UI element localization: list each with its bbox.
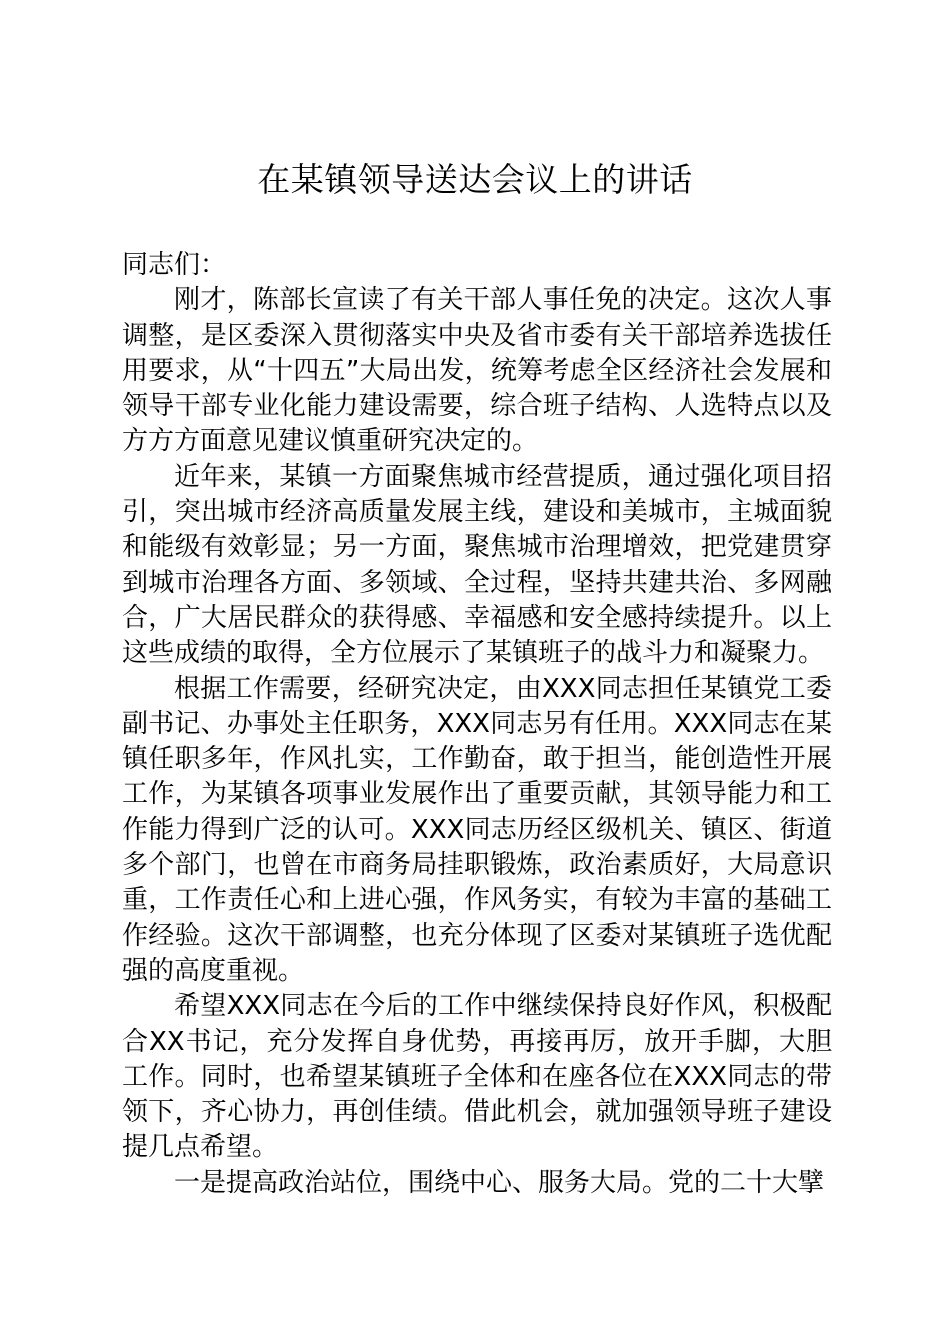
salutation: 同志们： bbox=[122, 250, 227, 280]
paragraph-2: 近年来，某镇一方面聚焦城市经营提质，通过强化项目招引，突出城市经济高质量发展主线，建设和美城市，主城面貌和能级有效彰显；另一方面，聚焦城市治理增效，把党建贯穿到城市治理各方面、多领域、全过程，坚持共建共治、多网融合，广大居民群众的获得感、幸福感和安全感持续提升。以上这些成绩的取得，全方位展示了某镇班子的战斗力和凝聚力。 bbox=[122, 461, 832, 669]
paragraph-5: 一是提高政治站位，围绕中心、服务大局。党的二十大擘 bbox=[174, 1167, 825, 1198]
document-title: 在某镇领导送达会议上的讲话 bbox=[257, 160, 693, 199]
document-body bbox=[122, 248, 832, 1201]
paragraph-1: 刚才，陈部长宣读了有关干部人事任免的决定。这次人事调整，是区委深入贯彻落实中央及省市委有关干部培养选拔任用要求，从“十四五”大局出发，统筹考虑全区经济社会发展和领导干部专业化能力建设需要，综合班子结构、人选特点以及方方方面意见建议慎重研究决定的。 bbox=[122, 285, 832, 457]
paragraph-3: 根据工作需要，经研究决定，由XXX同志担任某镇党工委副书记、办事处主任职务，XXX同志另有任用。XXX同志在某镇任职多年，作风扎实，工作勤奋，敢于担当，能创造性开展工作，为某镇各项事业发展作出了重要贡献，其领导能力和工作能力得到广泛的认可。XXX同志历经区级机关、镇区、街道多个部门，也曾在市商务局挂职锻炼，政治素质好，大局意识重，工作责任心和上进心强，作风务实，有较为丰富的基础工作经验。这次干部调整，也充分体现了区委对某镇班子选优配强的高度重视。 bbox=[122, 673, 832, 986]
paragraph-4: 希望XXX同志在今后的工作中继续保持良好作风，积极配合XX书记，充分发挥自身优势，再接再厉，放开手脚，大胆工作。同时，也希望某镇班子全体和在座各位在XXX同志的带领下，齐心协力，再创佳绩。借此机会，就加强领导班子建设提几点希望。 bbox=[122, 991, 832, 1163]
